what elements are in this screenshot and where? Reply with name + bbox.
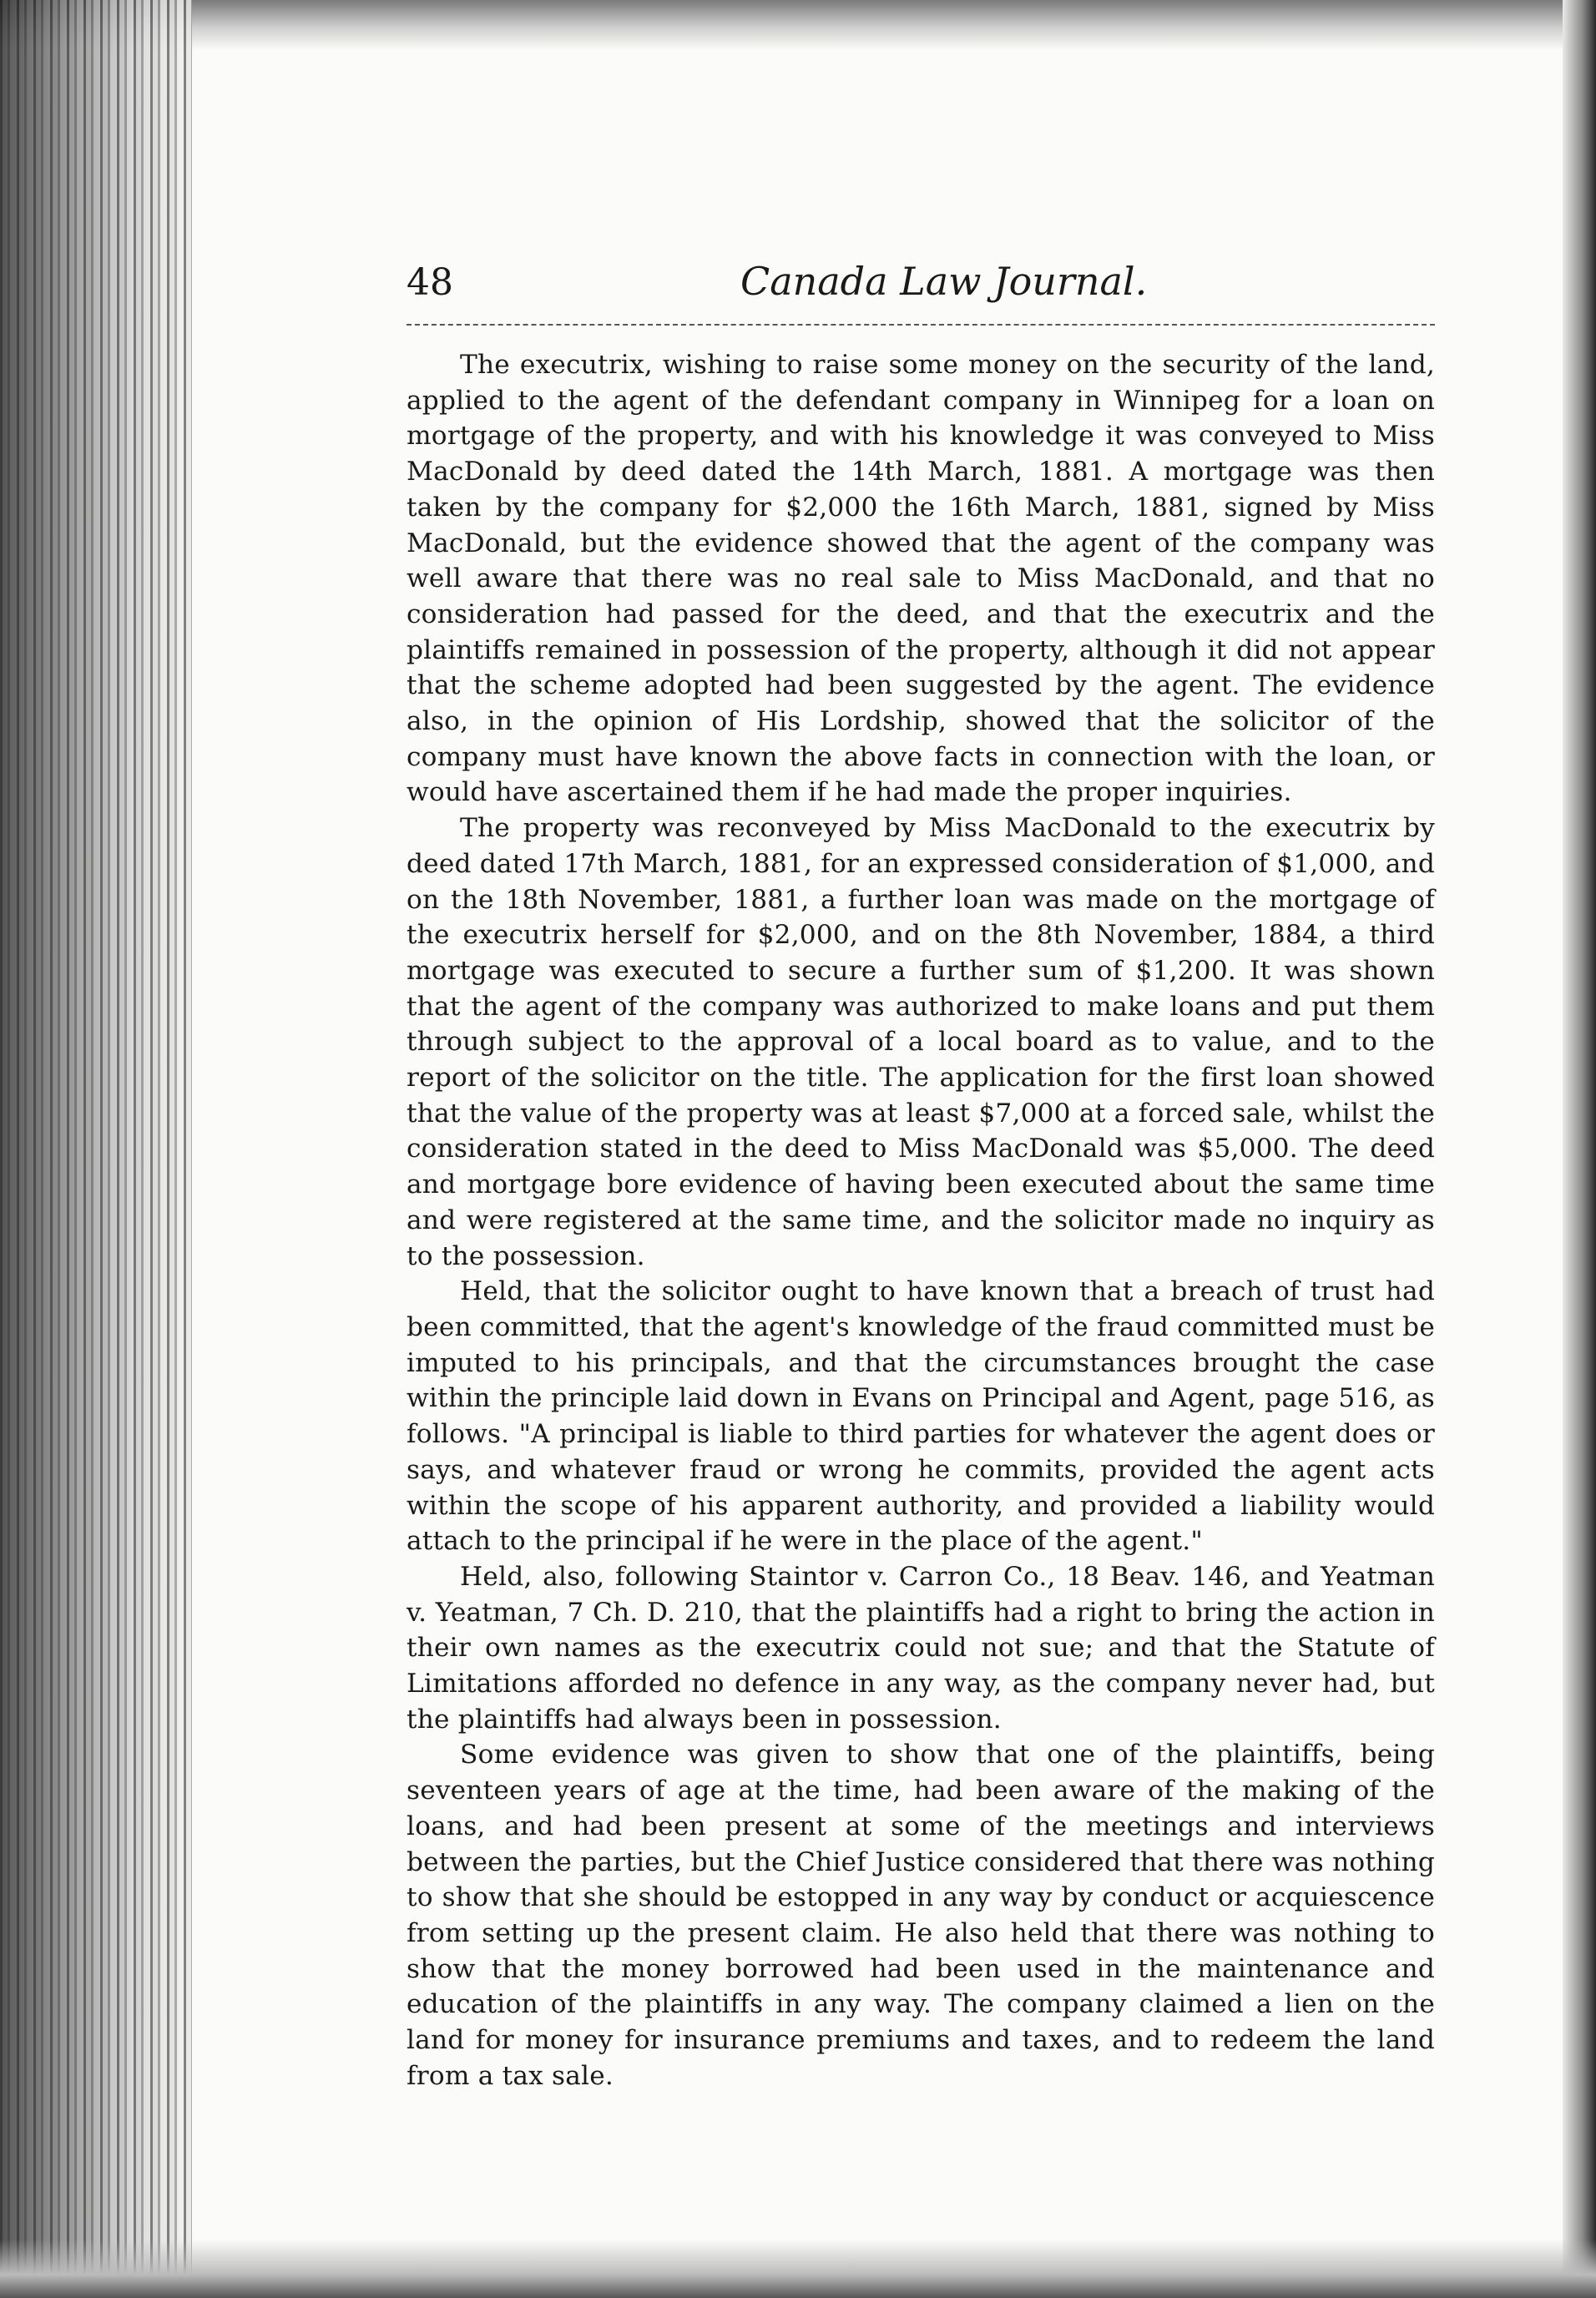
book-spine-shadow (0, 0, 192, 2298)
journal-title: Canada Law Journal. (740, 259, 1148, 304)
scan-bottom-edge (0, 2240, 1596, 2298)
page-number: 48 (407, 261, 453, 304)
paragraph-4: Held, also, following Staintor v. Carron Co., 18 Beav. 146, and Yeatman v. Yeatman, 7 Ch. D. 210, that the plaintiffs had a right to bring the action in their own names as the executrix could not sue; and that the Statute of Limitations afforded no defence in any way, as the company never had, but the plaintiffs had always been in possession. (407, 1561, 1435, 1735)
body-text (407, 347, 1435, 2093)
running-head (407, 259, 1435, 326)
paragraph-1: The executrix, wishing to raise some money on the security of the land, applied to the agent of the defendant company in Winnipeg for a loan on mortgage of the property, and with his knowledge it was conveyed to Miss MacDonald by deed dated the 14th March, 1881. A mortgage was then taken by the company for $2,000 the 16th March, 1881, signed by Miss MacDonald, but the evidence showed that the agent of the company was well aware that there was no real sale to Miss MacDonald, and that no consideration had passed for the deed, and that the executrix and the plaintiffs remained in possession of the property, although it did not appear that the scheme adopted had been suggested by the agent. The evidence also, in the opinion of His Lordship, showed that the solicitor of the company must have known the above facts in connection with the loan, or would have ascertained them if he had made the proper inquiries. (407, 350, 1435, 808)
paragraph-2: The property was reconveyed by Miss MacDonald to the executrix by deed dated 17th March, 1881, for an expressed consideration of $1,000, and on the 18th November, 1881, a further loan was made on the mortgage of the executrix herself for $2,000, and on the 8th November, 1884, a third mortgage was executed to secure a further sum of $1,200. It was shown that the agent of the company was authorized to make loans and put them through subject to the approval of a local board as to value, and to the report of the solicitor on the title. The application for the first loan showed that the value of the property was at least $7,000 at a forced sale, whilst the consideration stated in the deed to Miss MacDonald was $5,000. The deed and mortgage bore evidence of having been executed about the same time and were registered at the same time, and the solicitor made no inquiry as to the possession. (407, 813, 1436, 1271)
page-content (407, 259, 1435, 2093)
paragraph-5: Some evidence was given to show that one of the plaintiffs, being seventeen years of age at the time, had been aware of the making of the loans, and had been present at some of the meetings and interviews between the parties, but the Chief Justice considered that there was nothing to show that she should be estopped in any way by conduct or acquiescence from setting up the present claim. He also held that there was nothing to show that the money borrowed had been used in the maintenance and education of the plaintiffs in any way. The company claimed a lien on the land for money for insurance premiums and taxes, and to redeem the land from a tax sale. (407, 1740, 1435, 2091)
scan-top-edge (0, 0, 1596, 50)
paragraph-3: Held, that the solicitor ought to have known that a breach of trust had been committed, that the agent's knowledge of the fraud committed must be imputed to his principals, and that the circumstances brought the case within the principle laid down in Evans on Principal and Agent, page 516, as follows. "A principal is liable to third parties for whatever the agent does or says, and whatever fraud or wrong he commits, provided the agent acts within the scope of his apparent authority, and provided a liability would attach to the principal if he were in the place of the agent." (407, 1276, 1435, 1557)
scan-right-edge (1563, 0, 1596, 2298)
